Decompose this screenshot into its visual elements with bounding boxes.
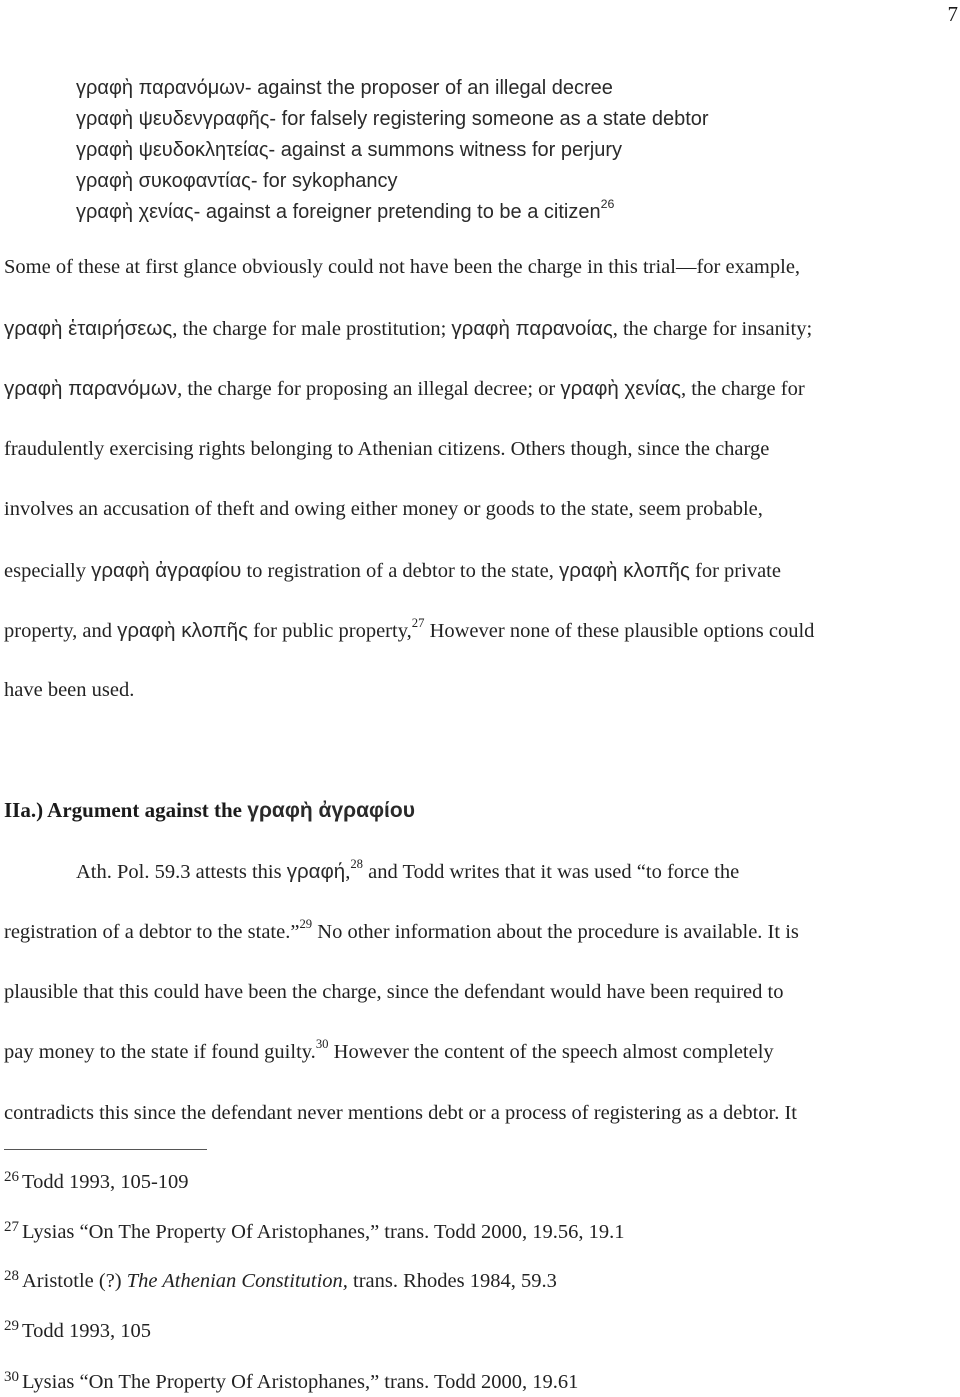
- charge-item: [76, 197, 709, 228]
- text-run: for public property,: [247, 620, 412, 642]
- text-line: involves an accusation of theft and owing either money or goods to the state, seem probable,: [4, 498, 763, 520]
- text-line: have been used.: [4, 679, 135, 701]
- text-run: No other information about the procedure is available. It is: [312, 921, 799, 943]
- charge-description: - against a foreigner pretending to be a citizen: [193, 201, 601, 223]
- text-line: plausible that this could have been the charge, since the defendant would have been required to: [4, 981, 784, 1003]
- text-run: , the charge for: [680, 378, 805, 400]
- text-line: Some of these at first glance obviously could not have been the charge in this trial—for example,: [4, 256, 801, 278]
- charge-item: [76, 73, 709, 104]
- text-line: fraudulently exercising rights belonging to Athenian citizens. Others though, since the charge: [4, 438, 770, 460]
- text-line: [4, 317, 812, 341]
- footnote-divider: [4, 1149, 207, 1150]
- greek-term: γραφὴ κλοπῆς: [559, 559, 690, 582]
- text-run: property, and: [4, 620, 118, 642]
- section-heading: [4, 798, 415, 823]
- text-line: [4, 377, 805, 401]
- footnote: [4, 1219, 625, 1244]
- footnote-text: trans. Rhodes 1984, 59.3: [347, 1270, 557, 1292]
- footnote-ref: 26: [600, 197, 615, 212]
- charge-item: [76, 104, 709, 135]
- greek-term: γραφὴ παρανόμων: [4, 377, 178, 400]
- footnote-ref: 28: [350, 857, 364, 872]
- footnote-ref: 30: [315, 1037, 329, 1052]
- text-run: for private: [689, 560, 781, 582]
- text-line: contradicts this since the defendant never mentions debt or a process of registering as a debtor. It: [4, 1102, 797, 1124]
- heading-text: IIa.) Argument against the: [4, 798, 248, 822]
- greek-term: γραφὴ παρανοίας: [451, 317, 613, 340]
- charge-list: [76, 73, 709, 228]
- footnote: [4, 1318, 151, 1343]
- text-line: [4, 1037, 774, 1064]
- footnote-number: 28: [4, 1268, 19, 1284]
- charge-description: - for falsely registering someone as a state debtor: [269, 108, 709, 130]
- greek-term: γραφὴ χενίας: [76, 201, 194, 223]
- text-line: [76, 857, 740, 884]
- footnote: [4, 1268, 557, 1293]
- greek-term: γραφὴ ἀγραφίου: [91, 559, 242, 582]
- text-run: However the content of the speech almost completely: [328, 1041, 774, 1063]
- footnote: [4, 1369, 578, 1394]
- footnote-number: 27: [4, 1219, 19, 1235]
- charge-description: - against a summons witness for perjury: [268, 139, 623, 161]
- greek-term: γραφὴ ἑταιρήσεως: [4, 317, 173, 340]
- charge-description: - for sykophancy: [250, 170, 398, 192]
- text-run: However none of these plausible options could: [424, 620, 815, 642]
- text-run: Ath. Pol. 59.3 attests this: [76, 861, 287, 883]
- footnote-ref: 29: [299, 917, 313, 932]
- footnote-text: Aristotle (?): [22, 1270, 127, 1292]
- text-line: [4, 917, 799, 944]
- footnote-title: The Athenian Constitution,: [126, 1270, 348, 1292]
- footnote-text: Lysias “On The Property Of Aristophanes,” trans. Todd 2000, 19.61: [22, 1371, 579, 1393]
- text-run: and Todd writes that it was used “to force the: [363, 861, 740, 883]
- greek-term: γραφὴ παρανόμων: [76, 77, 245, 99]
- charge-item: [76, 135, 709, 166]
- footnote-ref: 27: [411, 616, 425, 631]
- greek-term: γραφὴ χενίας: [560, 377, 681, 400]
- footnote: [4, 1169, 189, 1194]
- text-run: especially: [4, 560, 92, 582]
- footnote-text: Lysias “On The Property Of Aristophanes,” trans. Todd 2000, 19.56, 19.1: [22, 1221, 625, 1243]
- text-run: registration of a debtor to the state.”: [4, 921, 300, 943]
- greek-term: γραφὴ κλοπῆς: [117, 619, 248, 642]
- text-run: pay money to the state if found guilty.: [4, 1041, 316, 1063]
- footnote-text: Todd 1993, 105-109: [22, 1171, 189, 1193]
- greek-term: γραφὴ ἀγραφίου: [247, 799, 415, 822]
- text-run: , the charge for proposing an illegal decree; or: [177, 378, 561, 400]
- greek-term: γραφή: [286, 860, 346, 883]
- text-run: ,: [345, 861, 351, 883]
- greek-term: γραφὴ ψευδοκλητείας: [76, 139, 269, 161]
- text-run: , the charge for male prostitution;: [172, 318, 452, 340]
- footnote-number: 29: [4, 1318, 19, 1334]
- text-line: [4, 616, 815, 643]
- text-run: , the charge for insanity;: [612, 318, 813, 340]
- greek-term: γραφὴ συκοφαντίας: [76, 170, 251, 192]
- footnote-number: 30: [4, 1369, 19, 1385]
- greek-term: γραφὴ ψευδενγραφῆς: [76, 108, 270, 130]
- text-line: [4, 559, 781, 583]
- text-run: to registration of a debtor to the state,: [241, 560, 559, 582]
- footnote-text: Todd 1993, 105: [22, 1320, 151, 1342]
- page-number: 7: [947, 2, 958, 26]
- footnote-number: 26: [4, 1169, 19, 1185]
- charge-description: - against the proposer of an illegal decree: [244, 77, 613, 99]
- charge-item: [76, 166, 709, 197]
